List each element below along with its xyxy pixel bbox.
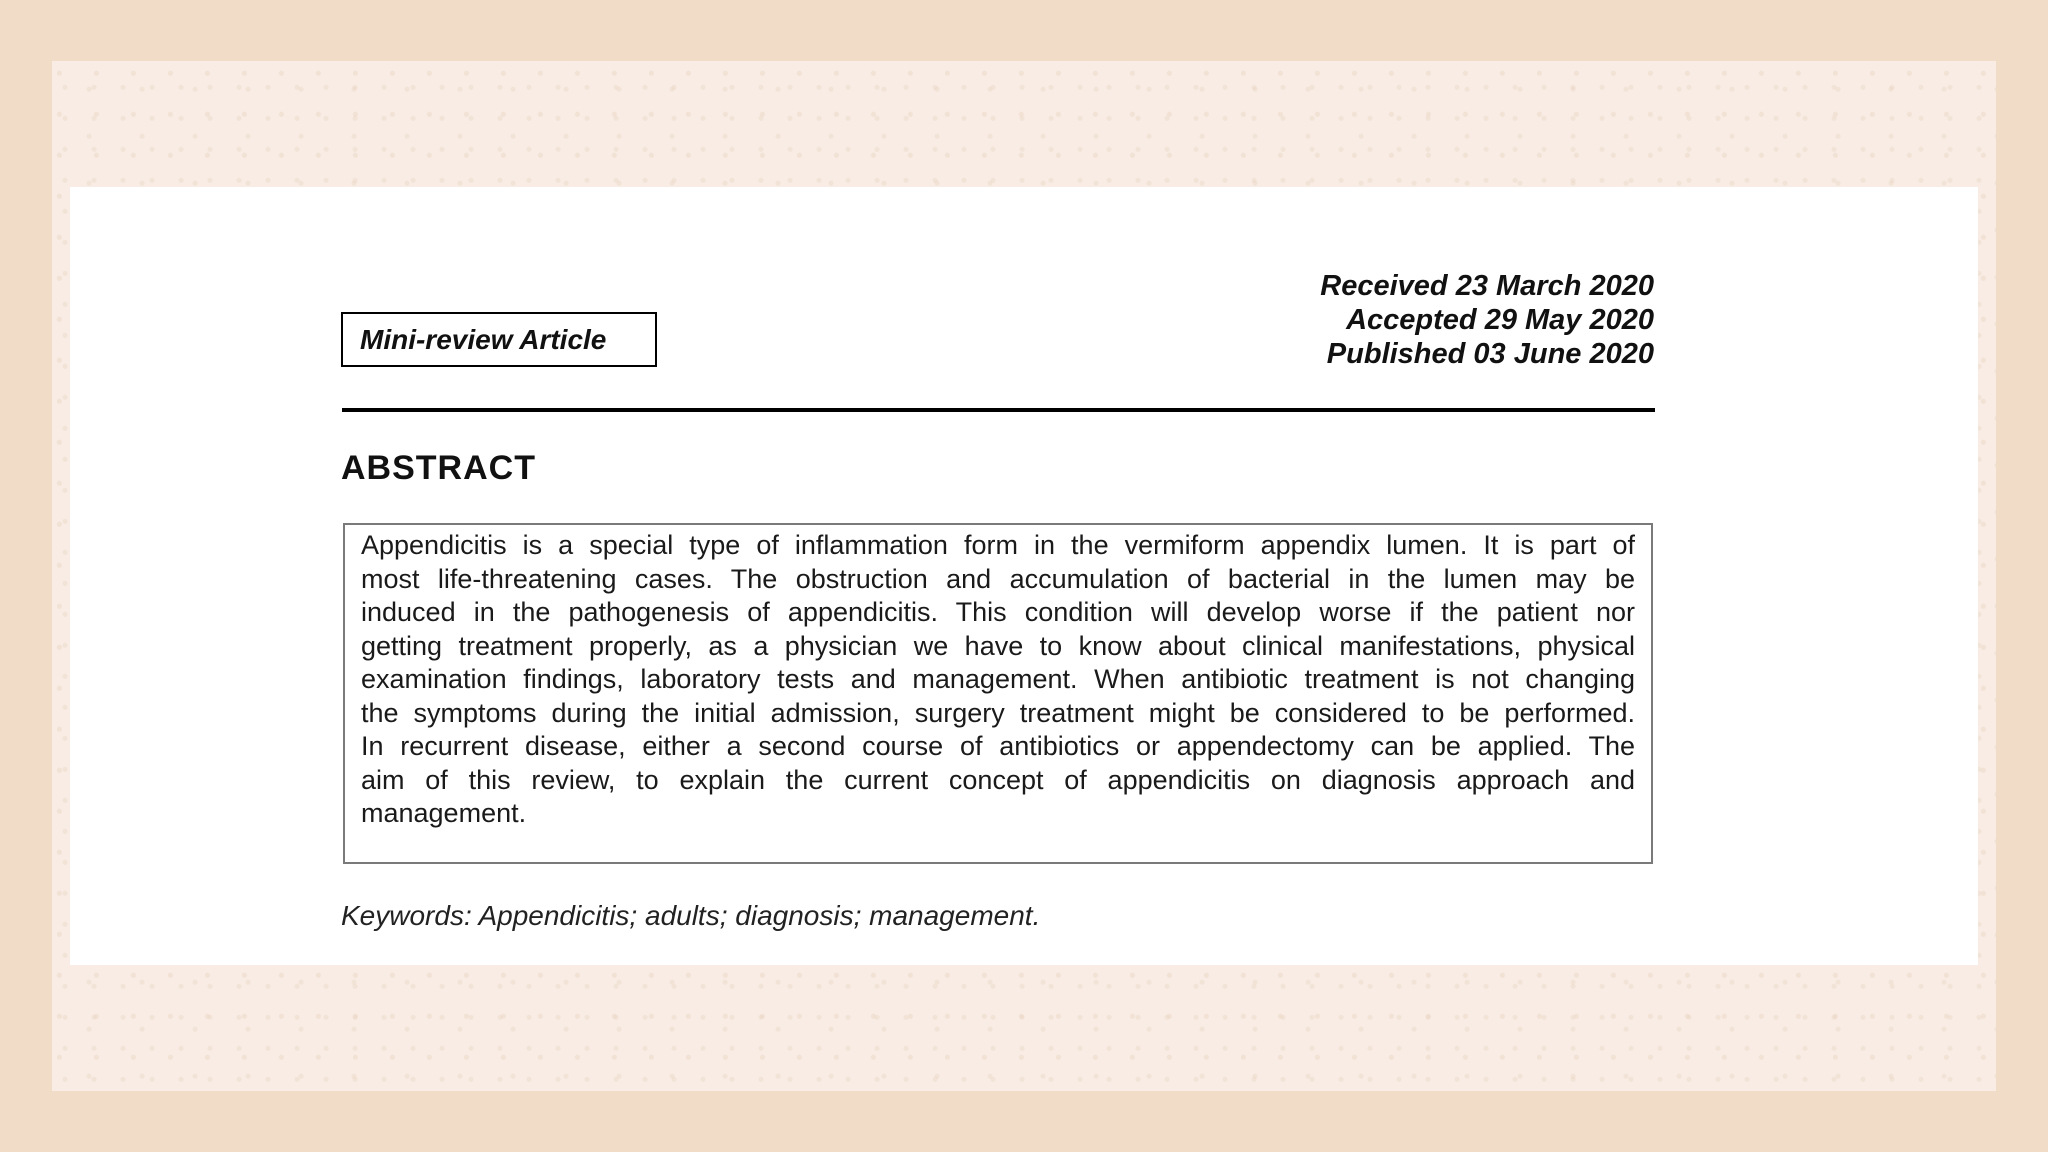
abstract-line: management.	[361, 798, 527, 828]
abstract-line: examination findings, laboratory tests and management. When antibiotic treatment is not changing	[361, 664, 1635, 694]
accepted-date: Accepted 29 May 2020	[1346, 304, 1654, 336]
abstract-heading: ABSTRACT	[341, 449, 536, 487]
abstract-line: getting treatment properly, as a physician we have to know about clinical manifestations, physical	[361, 630, 1635, 661]
article-type-label: Mini-review Article	[341, 312, 657, 367]
abstract-line: induced in the pathogenesis of appendicitis. This condition will develop worse if the patient nor	[361, 597, 1635, 627]
header-divider	[342, 408, 1655, 412]
keywords: Keywords: Appendicitis; adults; diagnosis; management.	[341, 900, 1041, 931]
abstract-line: In recurrent disease, either a second course of antibiotics or appendectomy can be applied. The	[361, 731, 1635, 761]
received-date: Received 23 March 2020	[1320, 270, 1654, 302]
abstract-line: the symptoms during the initial admission, surgery treatment might be considered to be performed.	[361, 697, 1635, 728]
publication-dates	[1320, 269, 1654, 371]
abstract-line: aim of this review, to explain the current concept of appendicitis on diagnosis approach and	[361, 764, 1635, 795]
published-date: Published 03 June 2020	[1326, 338, 1654, 370]
abstract-line: most life-threatening cases. The obstruction and accumulation of bacterial in the lumen may be	[361, 563, 1635, 594]
abstract-line: Appendicitis is a special type of inflammation form in the vermiform appendix lumen. It is part of	[361, 530, 1635, 560]
abstract-box	[343, 523, 1653, 864]
